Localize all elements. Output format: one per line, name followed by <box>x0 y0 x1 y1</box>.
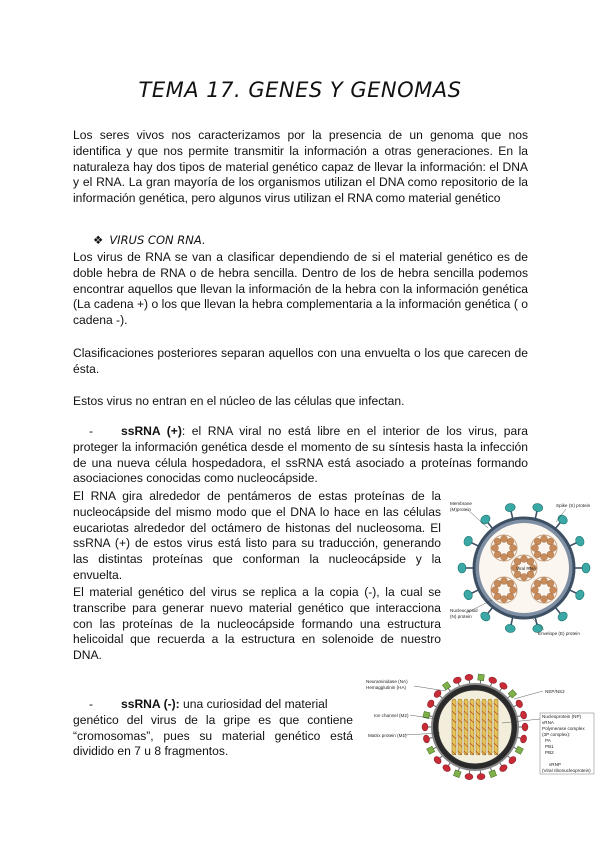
n-protein-icon <box>501 536 508 543</box>
spike-protein-icon <box>582 563 590 573</box>
n-protein-icon <box>534 538 541 545</box>
ssrna-plus-paragraph <box>73 424 528 487</box>
n-protein-icon <box>494 538 501 545</box>
label-pb2: PB2 <box>545 750 554 755</box>
label-nep: NEP/NS2 <box>545 689 565 694</box>
label-polymerase: Polymerase complex <box>542 726 585 731</box>
section-heading-text: VIRUS CON RNA. <box>109 233 206 247</box>
page-title: TEMA 17. GENES Y GENOMAS <box>138 78 462 102</box>
n-protein-icon <box>541 536 548 543</box>
spike-protein-icon <box>458 563 466 573</box>
n-protein-icon <box>514 558 521 565</box>
nucleus-paragraph: Estos virus no entran en el núcleo de las células que infectan. <box>73 394 405 408</box>
hemagglutinin-icon <box>515 699 524 709</box>
n-protein-icon <box>507 538 514 545</box>
n-protein-icon <box>547 538 554 545</box>
n-protein-icon <box>501 578 508 585</box>
hemagglutinin-icon <box>442 763 452 772</box>
hemagglutinin-icon <box>498 763 508 772</box>
label-ion-channel: Ion channel (M2) <box>374 713 409 718</box>
label-pb1: PB1 <box>545 744 554 749</box>
hemagglutinin-icon <box>498 681 508 690</box>
spike-protein-icon <box>504 623 516 633</box>
neuraminidase-icon <box>427 746 435 754</box>
n-protein-icon <box>532 587 539 594</box>
label-mprotein: (M)protein <box>450 507 471 512</box>
neuraminidase-icon <box>478 674 485 681</box>
n-protein-icon <box>492 545 499 552</box>
rna-replication-paragraph: El material genético del virus se replica a la copia (-), la cual se transcribe para generar nuevo material genético que interacciona con las proteínas de la nucleocápside formando una estructura helicoidal que recuerda a la estructura en solenoide de nuestro DNA. <box>73 585 441 663</box>
n-protein-icon <box>532 545 539 552</box>
n-protein-icon <box>541 596 548 603</box>
n-protein-icon <box>534 580 541 587</box>
ssrna-minus-text1: una curiosidad del material <box>179 697 328 711</box>
n-protein-icon <box>547 551 554 558</box>
n-protein-icon <box>550 587 557 594</box>
ssrna-minus-text2: genético del virus de la gripe es que contiene “cromosomas”, pues su material genético está dividido en 7 u 8 fragmentos. <box>73 712 353 759</box>
n-protein-icon <box>527 571 534 578</box>
n-protein-icon <box>534 551 541 558</box>
ssrna-minus-term: ssRNA (-): <box>121 697 180 711</box>
ssrna-plus-term: ssRNA (+) <box>121 424 182 438</box>
hemagglutinin-icon <box>465 674 474 681</box>
hemagglutinin-icon <box>477 773 486 780</box>
label-viral-rna: Viral RNA <box>516 566 537 571</box>
hemagglutinin-icon <box>426 699 435 709</box>
ssrna-minus-paragraph <box>73 697 353 760</box>
label-envelope: Envelope (E) protein <box>538 631 580 636</box>
label-membrane: Membrane <box>450 501 472 506</box>
n-protein-icon <box>507 580 514 587</box>
ssrna-plus-virus-figure <box>448 496 598 641</box>
hemagglutinin-icon <box>423 734 431 743</box>
spike-protein-icon <box>532 503 544 513</box>
n-protein-icon <box>534 593 541 600</box>
influenza-matrix <box>438 690 512 764</box>
hemagglutinin-icon <box>520 734 528 743</box>
n-protein-icon <box>494 580 501 587</box>
spike-protein-icon <box>574 589 586 601</box>
rna-pentamer-paragraph: El RNA gira alrededor de pentámeros de estas proteínas de la nucleocápside del mismo modo que el DNA lo hace en las células eucariotas alrededor del octámero de histonas del nucleosoma. El ssRNA (+) de estos virus está listo para su traducción, generando las distintas proteínas que conforman la nucleocápside y la envuelta. <box>73 489 441 582</box>
n-protein-icon <box>510 587 517 594</box>
influenza-virus-figure <box>362 669 600 781</box>
neuraminidase-icon <box>442 682 450 690</box>
intro-paragraph: Los seres vivos nos caracterizamos por la presencia de un genoma que nos identifica y que nos permite transmitir la información a otras generaciones. En la naturaleza hay dos tipos de material genético capaz de llevar la información: el DNA y el RNA. La gran mayoría de los organismos utilizan el DNA como repositorio de la información genética, pero algunos virus utilizan el RNA como material genético <box>73 128 528 206</box>
label-vrnp-full: (Viral ribonucleoprotein) <box>542 768 591 773</box>
label-neuraminidase: Neuraminidase (NA) <box>366 679 408 684</box>
neuraminidase-icon <box>489 770 497 778</box>
spike-protein-icon <box>462 589 474 601</box>
n-protein-icon <box>501 554 508 561</box>
n-protein-icon <box>514 571 521 578</box>
hemagglutinin-icon <box>522 723 528 731</box>
list-dash: - <box>89 697 94 711</box>
n-protein-icon <box>494 593 501 600</box>
n-protein-icon <box>507 551 514 558</box>
ssrna-plus-text: : el RNA viral no está libre en el interior de los virus, para proteger la información genética desde el momento de su síntesis hasta la infección de una nueva célula hospedadora, el ssRNA está asociado a proteínas formando asociaciones conocidas como nucleocápside. <box>73 424 529 486</box>
label-3p: (3P complex): <box>542 732 571 737</box>
label-spike: Spike (S) protein <box>556 503 591 508</box>
label-vrna: vRNA <box>542 720 554 725</box>
n-protein-icon <box>507 593 514 600</box>
spike-protein-icon <box>462 535 474 547</box>
label-nucleoprotein: Nucleoprotein (NP) <box>542 714 582 719</box>
n-protein-icon <box>541 554 548 561</box>
n-protein-icon <box>547 580 554 587</box>
n-protein-icon <box>521 574 528 581</box>
rna-classification-paragraph: Los virus de RNA se van a clasificar dependiendo de si el material genético es de doble hebra de RNA o de hebra sencilla. Dentro de los de hebra sencilla podemos encontrar aquellos que llevan la información de la hebra con la información genética (La cadena +) o los que llevan la hebra complementaria a la información genética ( o cadena -). <box>73 250 528 328</box>
n-protein-icon <box>494 551 501 558</box>
envelope-paragraph: Clasificaciones posteriores separan aquellos con una envuelta o los que carecen de ésta. <box>73 346 528 376</box>
label-pa: PA <box>545 738 551 743</box>
n-protein-icon <box>541 578 548 585</box>
neuraminidase-icon <box>453 770 461 778</box>
section-heading <box>93 233 206 247</box>
label-hemagglutinin: Hemagglutinin (HA) <box>366 685 407 690</box>
diamond-bullet-icon: ❖ <box>93 233 104 247</box>
n-protein-icon <box>521 556 528 563</box>
hemagglutinin-icon <box>488 676 498 684</box>
label-matrix: Matrix protein (M1) <box>368 733 407 738</box>
label-nprotein: (N) protein <box>450 614 472 619</box>
hemagglutinin-icon <box>422 723 428 731</box>
n-protein-icon <box>527 558 534 565</box>
n-protein-icon <box>501 596 508 603</box>
spike-protein-icon <box>574 535 586 547</box>
hemagglutinin-icon <box>465 773 474 780</box>
list-dash: - <box>89 424 94 438</box>
hemagglutinin-icon <box>520 710 528 719</box>
label-nucleocapsid: Nucleocapsid <box>450 608 478 613</box>
n-protein-icon <box>510 545 517 552</box>
n-protein-icon <box>550 545 557 552</box>
neuraminidase-icon <box>515 746 523 754</box>
hemagglutinin-icon <box>452 676 462 684</box>
label-vrnp: vRNP <box>549 762 561 767</box>
n-protein-icon <box>492 587 499 594</box>
n-protein-icon <box>547 593 554 600</box>
spike-protein-icon <box>504 503 516 513</box>
